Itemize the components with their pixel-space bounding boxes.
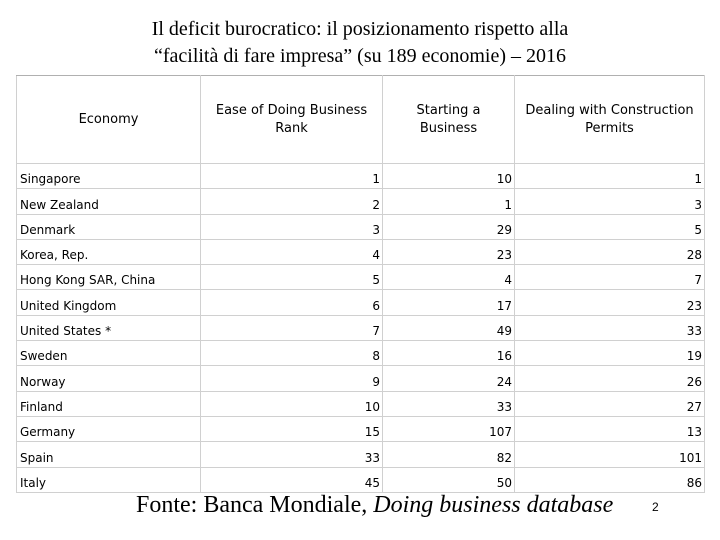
cell-starting-business: 50 [383,467,515,492]
cell-starting-business: 4 [383,265,515,290]
cell-economy: United States * [17,315,201,340]
cell-construction-permits: 28 [515,239,705,264]
cell-economy: Denmark [17,214,201,239]
cell-starting-business: 24 [383,366,515,391]
cell-ease-rank: 2 [201,189,383,214]
table-row [17,416,705,441]
table-row [17,315,705,340]
cell-ease-rank: 4 [201,239,383,264]
cell-starting-business: 29 [383,214,515,239]
cell-ease-rank: 9 [201,366,383,391]
header-economy: Economy [17,76,201,164]
cell-starting-business: 82 [383,442,515,467]
cell-construction-permits: 26 [515,366,705,391]
cell-construction-permits: 1 [515,164,705,189]
cell-starting-business: 10 [383,164,515,189]
header-starting-business: Starting a Business [383,76,515,164]
cell-starting-business: 17 [383,290,515,315]
cell-economy: New Zealand [17,189,201,214]
cell-starting-business: 1 [383,189,515,214]
cell-ease-rank: 3 [201,214,383,239]
cell-economy: Singapore [17,164,201,189]
source-prefix: Fonte: Banca Mondiale, [136,492,374,518]
cell-construction-permits: 19 [515,341,705,366]
source-database: Doing business database [373,492,614,518]
cell-economy: Germany [17,416,201,441]
cell-construction-permits: 101 [515,442,705,467]
cell-ease-rank: 6 [201,290,383,315]
cell-ease-rank: 15 [201,416,383,441]
title-line-1: Il deficit burocratico: il posizionamento rispetto alla [151,18,569,40]
cell-ease-rank: 45 [201,467,383,492]
cell-starting-business: 49 [383,315,515,340]
cell-economy: Sweden [17,341,201,366]
cell-ease-rank: 5 [201,265,383,290]
cell-economy: Norway [17,366,201,391]
table-row [17,164,705,189]
cell-ease-rank: 33 [201,442,383,467]
table-row [17,214,705,239]
table-row [17,239,705,264]
cell-ease-rank: 1 [201,164,383,189]
cell-ease-rank: 8 [201,341,383,366]
title-line-2: “facilità di fare impresa” (su 189 economie) – 2016 [153,45,567,67]
cell-economy: Korea, Rep. [17,239,201,264]
page-number: 2 [652,500,659,514]
cell-construction-permits: 7 [515,265,705,290]
cell-ease-rank: 7 [201,315,383,340]
cell-construction-permits: 86 [515,467,705,492]
table-body [17,164,705,493]
cell-economy: Italy [17,467,201,492]
header-ease-rank: Ease of Doing Business Rank [201,76,383,164]
header-construction-permits: Dealing with Construction Permits [515,76,705,164]
cell-starting-business: 33 [383,391,515,416]
slide-title [0,16,720,70]
cell-starting-business: 16 [383,341,515,366]
doing-business-table [16,75,705,493]
cell-economy: United Kingdom [17,290,201,315]
cell-ease-rank: 10 [201,391,383,416]
cell-construction-permits: 33 [515,315,705,340]
cell-economy: Hong Kong SAR, China [17,265,201,290]
table-row [17,467,705,492]
cell-construction-permits: 27 [515,391,705,416]
table-row [17,391,705,416]
source-note [136,492,613,519]
cell-starting-business: 107 [383,416,515,441]
table-header-row [17,76,705,164]
table-row [17,290,705,315]
cell-construction-permits: 13 [515,416,705,441]
table-row [17,341,705,366]
table-row [17,442,705,467]
cell-construction-permits: 3 [515,189,705,214]
cell-economy: Spain [17,442,201,467]
cell-starting-business: 23 [383,239,515,264]
table-row [17,366,705,391]
cell-construction-permits: 5 [515,214,705,239]
cell-economy: Finland [17,391,201,416]
cell-construction-permits: 23 [515,290,705,315]
table-row [17,189,705,214]
table-row [17,265,705,290]
